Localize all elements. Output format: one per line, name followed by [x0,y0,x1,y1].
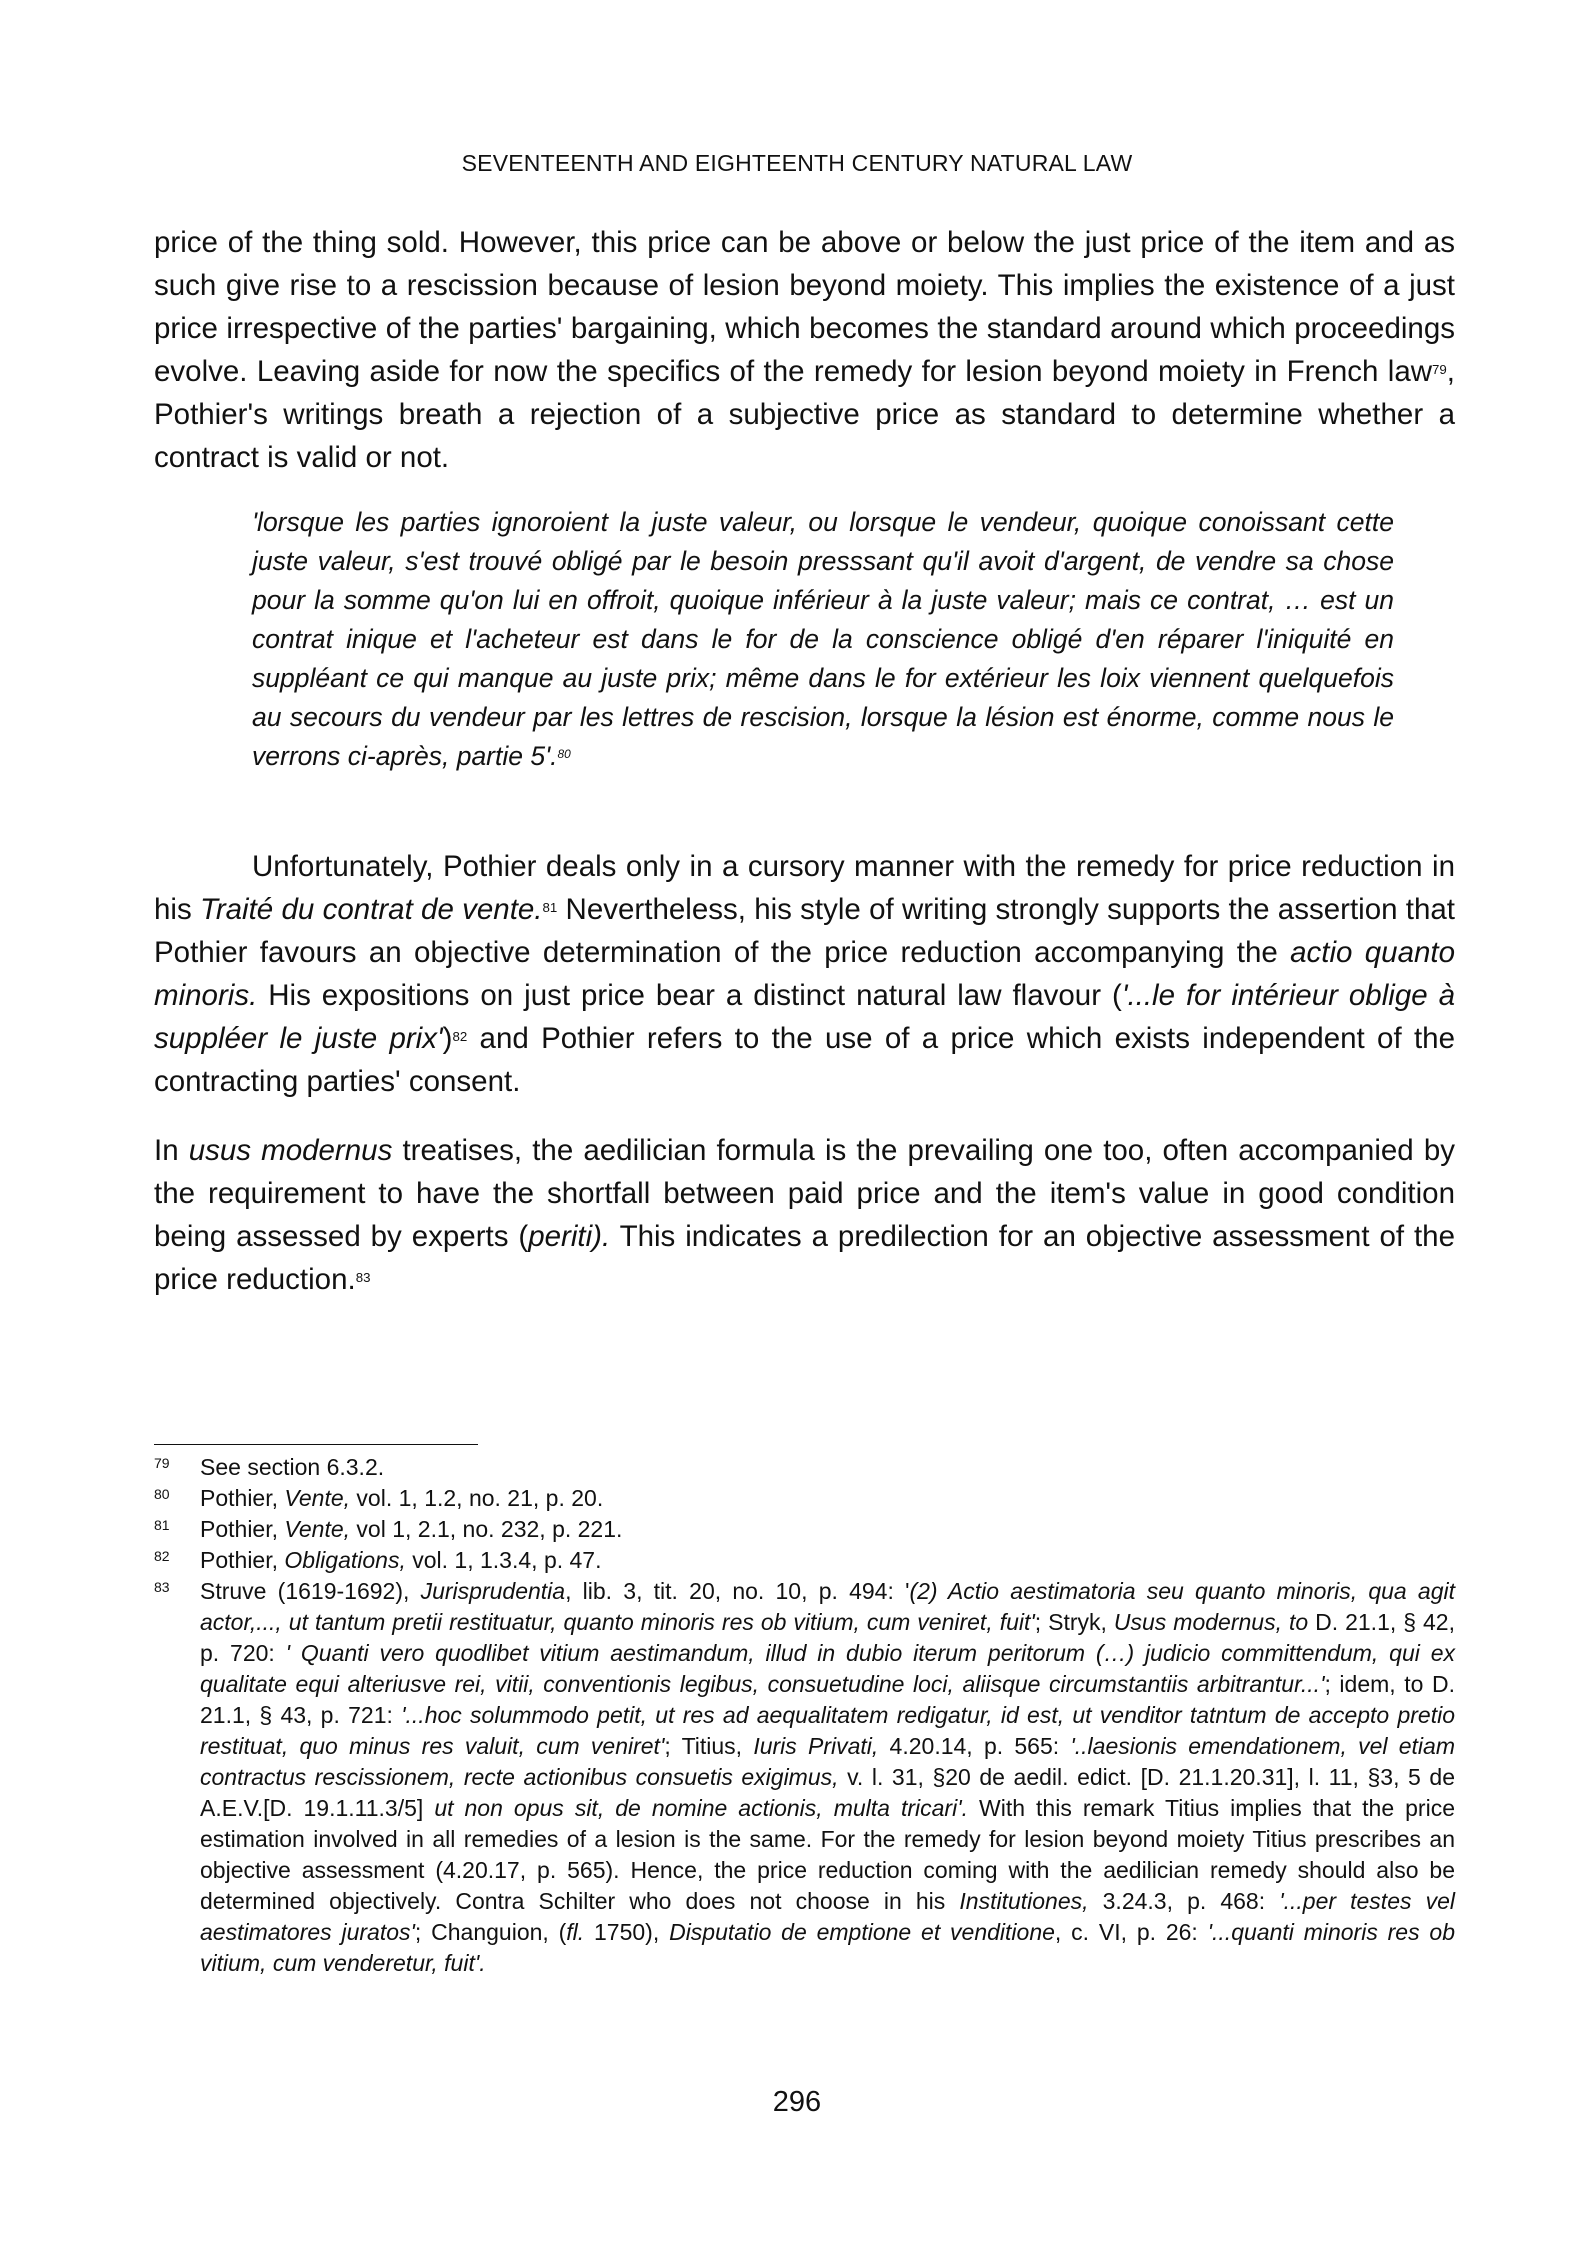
text-run: ; Stryk, [1034,1609,1114,1635]
italic-text: '...per testes vel aestimatores juratos' [200,1888,1455,1945]
text-run: vol. 1, 1.2, no. 21, p. 20. [350,1485,604,1511]
footnote-reference: 80 [557,747,571,761]
text-run: Nevertheless, his style of writing strongly supports the assertion that Pothier favours an objective determination of the price reduction accompanying the [154,893,1455,969]
text-run: 'lorsque les parties ignoroient la juste valeur, ou lorsque le vendeur, quoique conoissant cette juste valeur, s'est trouvé obligé par le besoin presssant qu'il avoit d'argent, de vendre sa chose pour la somme qu'on lui en offroit, quoique inférieur à la juste valeur; mais ce contrat, … est un contrat inique et l'acheteur est dans le for de la conscience obligé d'en réparer l'iniquité en suppléant ce qui manque au juste prix; même dans le for extérieur les loix viennent quelquefois au secours du vendeur par les lettres de rescision, lorsque la lésion est énorme, comme nous le verrons ci-après, partie 5'. [252,507,1394,771]
footnote [154,1514,1455,1545]
footnote-number: 79 [154,1455,170,1471]
text-run: ; Changuion, ( [414,1919,567,1945]
italic-text: ' Quanti vero quodlibet vitium aestimandum, illud in dubio iterum peritorum (…) judicio committendum, qui ex qualitate equi alteriusve rei, vitii, conventionis legibus, consuetudine loci, aliisque circumstantiis arbitrantur...' [200,1640,1456,1697]
text-run: vol. 1, 1.3.4, p. 47. [405,1547,602,1573]
italic-text: Vente, [284,1516,351,1542]
text-run: vol 1, 2.1, no. 232, p. 221. [350,1516,623,1542]
text-run: ; Titius, [664,1733,754,1759]
footnote [154,1483,1455,1514]
italic-text: Disputatio de emptione et venditione [669,1919,1055,1945]
footnote-text [200,1545,1455,1576]
text-run: This indicates a predilection for an objective assessment of the price reduction. [154,1220,1455,1296]
footnotes [154,1452,1455,1979]
italic-text: periti). [528,1220,611,1253]
footnote [154,1545,1455,1576]
text-run: With this remark Titius implies that the price estimation involved in all remedies of a lesion is the same. For the remedy for lesion beyond moiety Titius prescribes an objective assessment (4.20.17, p. 565). Hence, the price reduction coming with the aedilician remedy should also be determined objectively. Contra Schilter who does not choose in his [200,1795,1455,1914]
italic-text: ut non opus sit, de nomine actionis, multa tricari'. [434,1795,968,1821]
italic-text: usus modernus [188,1134,393,1167]
text-run: His expositions on just price bear a distinct natural law flavour ( [257,979,1122,1012]
italic-text: Jurisprudentia [420,1578,566,1604]
text-run: and Pothier refers to the use of a price which exists independent of the contracting parties' consent. [154,1022,1455,1098]
text-run: 3.24.3, p. 468: [1088,1888,1280,1914]
text-run: Pothier, [200,1547,285,1573]
footnote-number: 83 [154,1579,170,1595]
text-run: ; idem, to D. 21.1, § 43, p. 721: [200,1671,1456,1728]
footnote-reference: 79 [1432,362,1447,377]
footnote-text [200,1452,1455,1483]
footnote-number: 82 [154,1548,170,1564]
text-run: , Pothier's writings breath a rejection of a subjective price as standard to determine whether a contract is valid or not. [154,355,1455,474]
text-run: , c. VI, p. 26: [1054,1919,1208,1945]
italic-text: '...quanti minoris res ob vitium, cum venderetur, fuit'. [200,1919,1456,1976]
text-run: treatises, the aedilician formula is the prevailing one too, often accompanied by the requirement to have the shortfall between paid price and the item's value in good condition being assessed by experts ( [154,1134,1455,1253]
body-paragraph-3 [154,1129,1455,1301]
text-run: Pothier, [200,1516,285,1542]
italic-text: Obligations, [284,1547,406,1573]
text-run: D. 21.1, § 42, p. 720: [200,1609,1455,1666]
italic-text: Vente, [284,1485,351,1511]
text-run: 4.20.14, p. 565: [878,1733,1071,1759]
italic-text: Iuris Privati, [753,1733,879,1759]
footnote [154,1452,1455,1483]
text-run: 1750), [584,1919,670,1945]
footnote-reference: 83 [355,1270,371,1285]
italic-text: '...le for intérieur oblige à suppléer le juste prix' [154,979,1455,1055]
text-run: Struve (1619-1692), [200,1578,421,1604]
italic-text: actio quanto minoris. [154,936,1455,1012]
footnote-separator [154,1444,478,1445]
text-run: v. l. 31, §20 de aedil. edict. [D. 21.1.20.31], l. 11, §3, 5 de A.E.V.[D. 19.1.11.3/5] [200,1764,1455,1821]
text-run: price of the thing sold. However, this price can be above or below the just price of the item and as such give rise to a rescission because of lesion beyond moiety. This implies the existence of a just price irrespective of the parties' bargaining, which becomes the standard around which proceedings evolve. Leaving aside for now the specifics of the remedy for lesion beyond moiety in French law [154,226,1455,388]
block-quote [252,503,1394,776]
text-run: In [154,1134,189,1167]
footnote-text [200,1483,1455,1514]
footnote-reference: 81 [542,900,558,915]
footnote-text [200,1514,1455,1545]
footnote [154,1576,1455,1979]
footnote-number: 81 [154,1517,170,1533]
footnote-text [200,1576,1455,1979]
footnote-reference: 82 [452,1029,468,1044]
text-run: Pothier, [200,1485,285,1511]
body-paragraph-1 [154,221,1455,479]
italic-text: '..laesionis emendationem, vel etiam contractus rescissionem, recte actionibus consuetis exigimus, [200,1733,1455,1790]
text-run: , lib. 3, tit. 20, no. 10, p. 494: ' [565,1578,910,1604]
text-run: See section 6.3.2. [200,1454,385,1480]
italic-text: '...hoc solummodo petit, ut res ad aequalitatem redigatur, id est, ut venditor tatntum de accepto pretio restituat, quo minus res valuit, cum veniret' [200,1702,1455,1759]
running-header: SEVENTEENTH AND EIGHTEENTH CENTURY NATURAL LAW [461,150,1133,176]
text-run: ) [442,1022,453,1055]
page-number: 296 [772,2086,822,2118]
text-run: Unfortunately, Pothier deals only in a cursory manner with the remedy for price reduction in his [154,850,1455,926]
italic-text: Traité du contrat de vente. [200,893,543,926]
italic-text: Usus modernus, to [1113,1609,1309,1635]
italic-text: Institutiones, [959,1888,1089,1914]
footnote-number: 80 [154,1486,170,1502]
italic-text: (2) Actio aestimatoria seu quanto minoris, qua agit actor,..., ut tantum pretii restituatur, quanto minoris res ob vitium, cum veniret, fuit' [200,1578,1455,1635]
italic-text: fl. [566,1919,585,1945]
body-paragraph-2 [154,845,1455,1103]
